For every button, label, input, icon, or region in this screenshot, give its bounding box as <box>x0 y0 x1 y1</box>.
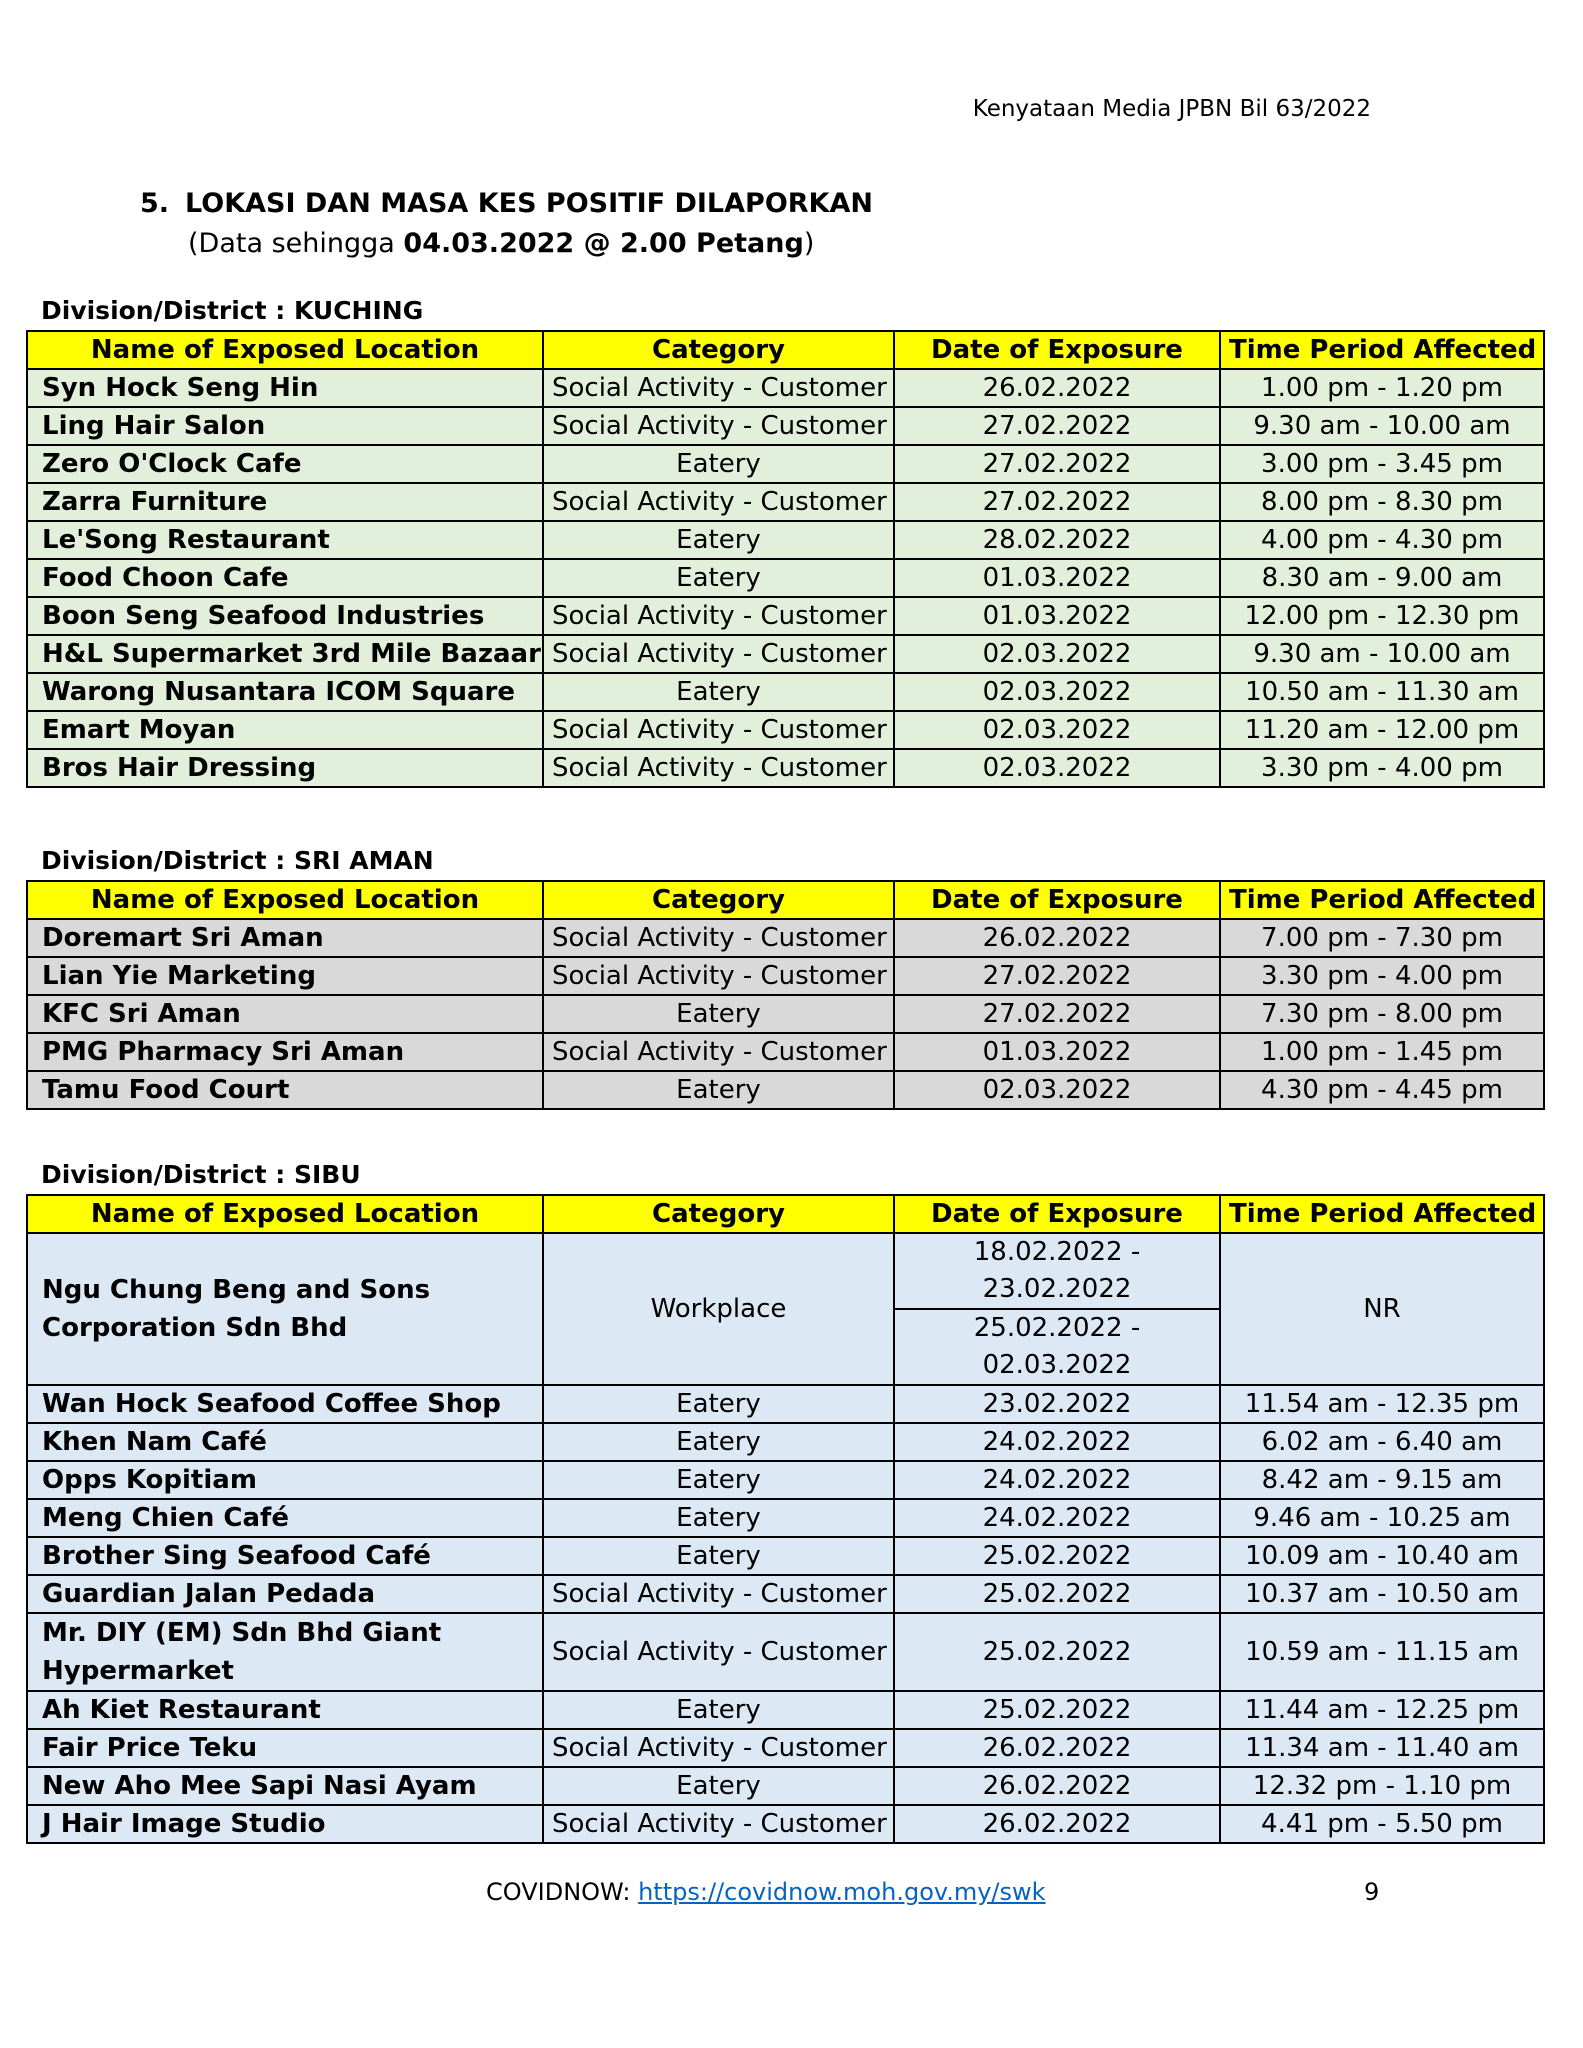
col-date: Date of Exposure <box>894 881 1220 919</box>
time-period: 3.30 pm - 4.00 pm <box>1220 749 1544 787</box>
table-row <box>27 1233 1544 1309</box>
table-header-row <box>27 331 1544 369</box>
location-name: Syn Hock Seng Hin <box>27 369 543 407</box>
section-number: 5. <box>140 188 170 219</box>
district-label-sibu: Division/District : SIBU <box>41 1160 361 1189</box>
location-name: Brother Sing Seafood Café <box>27 1537 543 1575</box>
time-period: 1.00 pm - 1.20 pm <box>1220 369 1544 407</box>
time-period: 7.30 pm - 8.00 pm <box>1220 995 1544 1033</box>
time-period: 10.50 am - 11.30 am <box>1220 673 1544 711</box>
table-sibu <box>26 1194 1545 1844</box>
table-row <box>27 1423 1544 1461</box>
time-period: 8.42 am - 9.15 am <box>1220 1461 1544 1499</box>
location-name: Fair Price Teku <box>27 1729 543 1767</box>
table-row <box>27 957 1544 995</box>
table-row <box>27 445 1544 483</box>
location-name: Tamu Food Court <box>27 1071 543 1109</box>
location-category: Eatery <box>543 1537 894 1575</box>
time-period: 12.32 pm - 1.10 pm <box>1220 1767 1544 1805</box>
col-category: Category <box>543 331 894 369</box>
table-kuching <box>26 330 1545 788</box>
table-row <box>27 1537 1544 1575</box>
location-name: Ling Hair Salon <box>27 407 543 445</box>
time-period: 4.00 pm - 4.30 pm <box>1220 521 1544 559</box>
table-row <box>27 1499 1544 1537</box>
table-row <box>27 1767 1544 1805</box>
exposure-date: 27.02.2022 <box>894 445 1220 483</box>
col-location: Name of Exposed Location <box>27 881 543 919</box>
col-category: Category <box>543 1195 894 1233</box>
table-row <box>27 1691 1544 1729</box>
location-name: Emart Moyan <box>27 711 543 749</box>
location-category: Eatery <box>543 521 894 559</box>
exposure-date: 27.02.2022 <box>894 957 1220 995</box>
location-category: Social Activity - Customer <box>543 957 894 995</box>
location-name: Wan Hock Seafood Coffee Shop <box>27 1385 543 1423</box>
exposure-date: 25.02.2022 <box>894 1691 1220 1729</box>
exposure-date: 25.02.2022 <box>894 1575 1220 1613</box>
table-row <box>27 995 1544 1033</box>
location-category: Social Activity - Customer <box>543 749 894 787</box>
location-name: Mr. DIY (EM) Sdn Bhd Giant Hypermarket <box>27 1613 543 1691</box>
data-as-of: 04.03.2022 @ 2.00 Petang <box>403 228 804 259</box>
table-sri-aman <box>26 880 1545 1110</box>
location-category: Eatery <box>543 673 894 711</box>
col-date: Date of Exposure <box>894 1195 1220 1233</box>
table-row <box>27 559 1544 597</box>
table-row <box>27 1385 1544 1423</box>
exposure-date: 23.02.2022 <box>894 1385 1220 1423</box>
table-row <box>27 1729 1544 1767</box>
exposure-date: 02.03.2022 <box>894 673 1220 711</box>
location-name: Zarra Furniture <box>27 483 543 521</box>
table-row <box>27 749 1544 787</box>
time-period: 4.30 pm - 4.45 pm <box>1220 1071 1544 1109</box>
table-row <box>27 1461 1544 1499</box>
location-name: Ah Kiet Restaurant <box>27 1691 543 1729</box>
location-name: Khen Nam Café <box>27 1423 543 1461</box>
exposure-date: 25.02.2022 <box>894 1537 1220 1575</box>
district-label-sri-aman: Division/District : SRI AMAN <box>41 846 434 875</box>
table-row <box>27 1071 1544 1109</box>
time-period: 7.00 pm - 7.30 pm <box>1220 919 1544 957</box>
location-name: Ngu Chung Beng and Sons Corporation Sdn Bhd <box>27 1233 543 1385</box>
exposure-date: 24.02.2022 <box>894 1461 1220 1499</box>
table-row <box>27 597 1544 635</box>
time-period: 9.46 am - 10.25 am <box>1220 1499 1544 1537</box>
sibu-special-rows <box>27 1233 1544 1385</box>
location-category: Eatery <box>543 1385 894 1423</box>
sibu-rows <box>27 1385 1544 1843</box>
time-period: 8.30 am - 9.00 am <box>1220 559 1544 597</box>
exposure-date: 24.02.2022 <box>894 1423 1220 1461</box>
location-name: New Aho Mee Sapi Nasi Ayam <box>27 1767 543 1805</box>
location-name: Bros Hair Dressing <box>27 749 543 787</box>
table-row <box>27 1613 1544 1691</box>
table-row <box>27 407 1544 445</box>
table-row <box>27 369 1544 407</box>
table-row <box>27 919 1544 957</box>
exposure-date: 02.03.2022 <box>894 711 1220 749</box>
location-name: Food Choon Cafe <box>27 559 543 597</box>
location-name: Doremart Sri Aman <box>27 919 543 957</box>
time-period: 10.37 am - 10.50 am <box>1220 1575 1544 1613</box>
exposure-date: 02.03.2022 <box>894 749 1220 787</box>
table-row <box>27 711 1544 749</box>
location-category: Social Activity - Customer <box>543 1729 894 1767</box>
col-category: Category <box>543 881 894 919</box>
location-name: J Hair Image Studio <box>27 1805 543 1843</box>
section-title: LOKASI DAN MASA KES POSITIF DILAPORKAN <box>185 188 873 219</box>
location-category: Social Activity - Customer <box>543 407 894 445</box>
exposure-date: 26.02.2022 <box>894 1729 1220 1767</box>
table-header-row <box>27 1195 1544 1233</box>
location-category: Eatery <box>543 1767 894 1805</box>
location-name: H&L Supermarket 3rd Mile Bazaar <box>27 635 543 673</box>
exposure-date: 25.02.2022 <box>894 1613 1220 1691</box>
location-category: Social Activity - Customer <box>543 1033 894 1071</box>
covidnow-link[interactable]: https://covidnow.moh.gov.my/swk <box>638 1878 1046 1906</box>
col-location: Name of Exposed Location <box>27 331 543 369</box>
col-location: Name of Exposed Location <box>27 1195 543 1233</box>
kuching-rows <box>27 369 1544 787</box>
media-statement-reference: Kenyataan Media JPBN Bil 63/2022 <box>972 96 1371 122</box>
table-row <box>27 521 1544 559</box>
exposure-date: 26.02.2022 <box>894 1805 1220 1843</box>
location-name: KFC Sri Aman <box>27 995 543 1033</box>
exposure-date: 01.03.2022 <box>894 597 1220 635</box>
time-period: 12.00 pm - 12.30 pm <box>1220 597 1544 635</box>
location-category: Social Activity - Customer <box>543 1613 894 1691</box>
time-period: 10.59 am - 11.15 am <box>1220 1613 1544 1691</box>
location-name: Meng Chien Café <box>27 1499 543 1537</box>
table-row <box>27 635 1544 673</box>
location-category: Eatery <box>543 1499 894 1537</box>
sri-aman-rows <box>27 919 1544 1109</box>
location-name: Le'Song Restaurant <box>27 521 543 559</box>
location-category: Eatery <box>543 1423 894 1461</box>
location-category: Eatery <box>543 559 894 597</box>
col-time: Time Period Affected <box>1220 881 1544 919</box>
location-category: Eatery <box>543 1691 894 1729</box>
exposure-date: 26.02.2022 <box>894 919 1220 957</box>
footer <box>486 1878 1046 1906</box>
time-period: 4.41 pm - 5.50 pm <box>1220 1805 1544 1843</box>
exposure-date: 28.02.2022 <box>894 521 1220 559</box>
location-category: Social Activity - Customer <box>543 919 894 957</box>
exposure-date: 25.02.2022 - 02.03.2022 <box>894 1309 1220 1385</box>
table-header-row <box>27 881 1544 919</box>
exposure-date: 02.03.2022 <box>894 1071 1220 1109</box>
location-category: Eatery <box>543 995 894 1033</box>
location-name: Warong Nusantara ICOM Square <box>27 673 543 711</box>
time-period: 9.30 am - 10.00 am <box>1220 407 1544 445</box>
location-name: Boon Seng Seafood Industries <box>27 597 543 635</box>
location-name: PMG Pharmacy Sri Aman <box>27 1033 543 1071</box>
exposure-date: 01.03.2022 <box>894 1033 1220 1071</box>
time-period: 11.54 am - 12.35 pm <box>1220 1385 1544 1423</box>
location-category: Eatery <box>543 1071 894 1109</box>
page-number: 9 <box>1364 1878 1380 1906</box>
table-row <box>27 1805 1544 1843</box>
location-category: Eatery <box>543 1461 894 1499</box>
location-category: Social Activity - Customer <box>543 483 894 521</box>
location-name: Zero O'Clock Cafe <box>27 445 543 483</box>
exposure-date: 27.02.2022 <box>894 995 1220 1033</box>
location-category: Social Activity - Customer <box>543 635 894 673</box>
footer-label: COVIDNOW: <box>486 1878 639 1906</box>
section-heading <box>140 188 873 219</box>
location-category: Social Activity - Customer <box>543 1575 894 1613</box>
table-row <box>27 673 1544 711</box>
time-period: 8.00 pm - 8.30 pm <box>1220 483 1544 521</box>
time-period: 11.34 am - 11.40 am <box>1220 1729 1544 1767</box>
location-category: Social Activity - Customer <box>543 711 894 749</box>
exposure-date: 24.02.2022 <box>894 1499 1220 1537</box>
location-category: Social Activity - Customer <box>543 1805 894 1843</box>
location-category: Eatery <box>543 445 894 483</box>
time-period: 3.00 pm - 3.45 pm <box>1220 445 1544 483</box>
exposure-date: 26.02.2022 <box>894 1767 1220 1805</box>
exposure-date: 18.02.2022 - 23.02.2022 <box>894 1233 1220 1309</box>
exposure-date: 01.03.2022 <box>894 559 1220 597</box>
location-name: Guardian Jalan Pedada <box>27 1575 543 1613</box>
time-period: 3.30 pm - 4.00 pm <box>1220 957 1544 995</box>
col-date: Date of Exposure <box>894 331 1220 369</box>
location-name: Opps Kopitiam <box>27 1461 543 1499</box>
table-row <box>27 483 1544 521</box>
col-time: Time Period Affected <box>1220 331 1544 369</box>
time-period: 9.30 am - 10.00 am <box>1220 635 1544 673</box>
col-time: Time Period Affected <box>1220 1195 1544 1233</box>
time-period: NR <box>1220 1233 1544 1385</box>
time-period: 11.44 am - 12.25 pm <box>1220 1691 1544 1729</box>
time-period: 6.02 am - 6.40 am <box>1220 1423 1544 1461</box>
location-category: Social Activity - Customer <box>543 597 894 635</box>
district-label-kuching: Division/District : KUCHING <box>41 296 424 325</box>
location-category: Workplace <box>543 1233 894 1385</box>
table-row <box>27 1033 1544 1071</box>
table-row <box>27 1575 1544 1613</box>
exposure-date: 27.02.2022 <box>894 407 1220 445</box>
exposure-date: 27.02.2022 <box>894 483 1220 521</box>
location-category: Social Activity - Customer <box>543 369 894 407</box>
time-period: 11.20 am - 12.00 pm <box>1220 711 1544 749</box>
time-period: 1.00 pm - 1.45 pm <box>1220 1033 1544 1071</box>
location-name: Lian Yie Marketing <box>27 957 543 995</box>
section-subtitle: (Data sehingga 04.03.2022 @ 2.00 Petang) <box>188 228 815 259</box>
exposure-date: 26.02.2022 <box>894 369 1220 407</box>
time-period: 10.09 am - 10.40 am <box>1220 1537 1544 1575</box>
exposure-date: 02.03.2022 <box>894 635 1220 673</box>
